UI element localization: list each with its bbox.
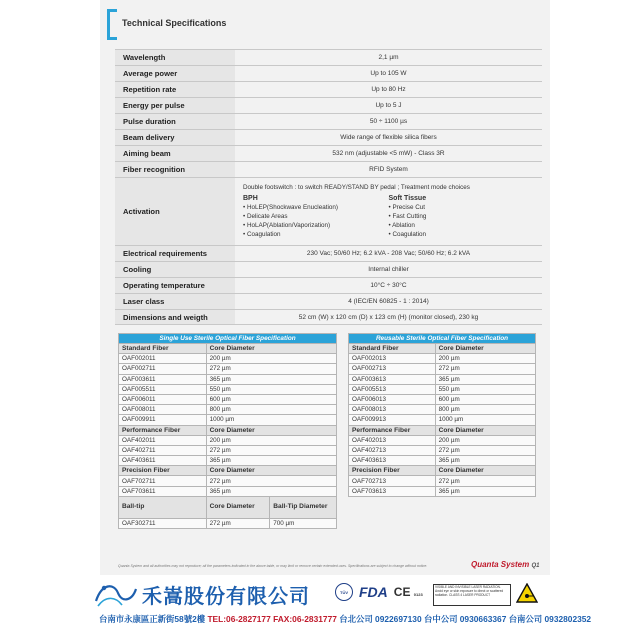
table-row — [119, 384, 337, 394]
spec-value: Up to 80 Hz — [371, 86, 406, 93]
table-row — [119, 435, 337, 445]
part-number: OAF006013 — [349, 394, 436, 404]
spec-row — [115, 245, 542, 261]
core-diameter: 272 µm — [206, 518, 270, 528]
core-diameter: 272 µm — [435, 364, 535, 374]
soft-tissue-item: • Fast Cutting — [388, 213, 427, 221]
spec-value: Up to 5 J — [375, 102, 402, 109]
taichung-office: 台中公司 0930663367 — [423, 614, 507, 624]
spec-value: 4 (IEC/EN 60825 - 1 : 2014) — [348, 298, 429, 305]
group-header: Standard Fiber — [349, 344, 436, 354]
spec-value: RFID System — [369, 166, 408, 173]
table-row — [349, 364, 536, 374]
bph-title: BPH — [243, 194, 258, 202]
column-header: Core Diameter — [206, 496, 270, 518]
table-row — [349, 394, 536, 404]
spec-row-activation — [115, 177, 542, 245]
spec-row — [115, 145, 542, 161]
spec-value: 50 ÷ 1100 µs — [369, 118, 408, 125]
column-header: Core Diameter — [435, 466, 535, 476]
spec-label: Activation — [115, 178, 235, 245]
contact-line — [99, 613, 591, 625]
tel: TEL:06-2827177 — [207, 614, 271, 624]
single-use-fiber-table — [118, 333, 337, 529]
group-header: Precision Fiber — [119, 466, 207, 476]
part-number: OAF402011 — [119, 435, 207, 445]
table-row — [349, 445, 536, 455]
part-number: OAF003611 — [119, 374, 207, 384]
part-number: OAF703611 — [119, 486, 207, 496]
bph-column — [243, 195, 389, 240]
tainan-office: 台南公司 0932802352 — [508, 614, 592, 624]
core-diameter: 200 µm — [206, 354, 336, 364]
core-diameter: 272 µm — [435, 445, 535, 455]
table-row — [349, 476, 536, 486]
ball-tip-diameter: 700 µm — [270, 518, 337, 528]
brand-logo — [471, 560, 540, 569]
core-diameter: 200 µm — [206, 435, 336, 445]
table-row — [119, 456, 337, 466]
part-number: OAF005511 — [119, 384, 207, 394]
footnote: Quanta System and all authorities may not reproduce; all the parameters indicated in the above table, or may limit or remove certain extended uses. Specifications are subject to change without notice. — [118, 564, 428, 568]
fda-logo: FDA — [359, 584, 388, 600]
part-number: OAF402713 — [349, 445, 436, 455]
table-row — [349, 456, 536, 466]
brand-suffix: Q1 — [531, 563, 540, 569]
group-header: Precision Fiber — [349, 466, 436, 476]
part-number: OAF002713 — [349, 364, 436, 374]
group-header: Performance Fiber — [349, 425, 436, 435]
ce-mark — [394, 585, 423, 599]
core-diameter: 272 µm — [206, 476, 336, 486]
column-header: Core Diameter — [435, 425, 535, 435]
core-diameter: 200 µm — [435, 354, 535, 364]
core-diameter: 200 µm — [435, 435, 535, 445]
table-caption: Reusable Sterile Optical Fiber Specification — [349, 334, 536, 344]
core-diameter: 1000 µm — [435, 415, 535, 425]
bph-item: • HoLEP(Shockwave Enucleation) — [243, 204, 338, 212]
spec-label: Fiber recognition — [115, 162, 235, 177]
bph-item: • Coagulation — [243, 230, 281, 238]
part-number: OAF402711 — [119, 445, 207, 455]
spec-value: 52 cm (W) x 120 cm (D) x 123 cm (H) (monitor closed), 230 kg — [298, 313, 479, 321]
table-row — [349, 415, 536, 425]
spec-label: Wavelength — [115, 50, 235, 65]
core-diameter: 1000 µm — [206, 415, 336, 425]
table-row — [119, 445, 337, 455]
part-number: OAF006011 — [119, 394, 207, 404]
core-diameter: 600 µm — [435, 394, 535, 404]
part-number: OAF702711 — [119, 476, 207, 486]
spec-row — [115, 49, 542, 65]
table-row — [349, 435, 536, 445]
spec-value: Up to 105 W — [370, 70, 407, 77]
spec-row — [115, 161, 542, 177]
part-number: OAF302711 — [119, 518, 207, 528]
soft-tissue-item: • Ablation — [388, 221, 415, 229]
spec-row — [115, 293, 542, 309]
spec-row — [115, 277, 542, 293]
activation-line: Double footswitch : to switch READY/STAND BY pedal ; Treatment mode choices — [243, 183, 470, 191]
part-number: OAF403613 — [349, 456, 436, 466]
column-header: Core Diameter — [206, 466, 336, 476]
spec-label: Pulse duration — [115, 114, 235, 129]
part-number: OAF702713 — [349, 476, 436, 486]
ce-code: 0123 — [413, 592, 423, 597]
spec-value: Internal chiller — [368, 266, 409, 273]
spec-value: 2,1 µm — [378, 54, 399, 61]
part-number: OAF009911 — [119, 415, 207, 425]
company-logo-icon — [92, 579, 138, 609]
table-row — [119, 394, 337, 404]
section-heading — [107, 9, 237, 40]
core-diameter: 800 µm — [206, 405, 336, 415]
spec-label: Operating temperature — [115, 278, 235, 293]
group-header: Performance Fiber — [119, 425, 207, 435]
activation-details — [235, 180, 542, 244]
heading-title: Technical Specifications — [122, 18, 227, 28]
soft-tissue-column — [389, 195, 535, 240]
core-diameter: 365 µm — [435, 486, 535, 496]
spec-row — [115, 97, 542, 113]
bph-item: • HoLAP(Ablation/Vaporization) — [243, 221, 331, 229]
soft-tissue-title: Soft Tissue — [388, 194, 427, 202]
spec-value: 230 Vac; 50/60 Hz; 6.2 kVA - 208 Vac; 50/60 Hz; 6.2 kVA — [306, 250, 471, 257]
core-diameter: 365 µm — [435, 374, 535, 384]
part-number: OAF008013 — [349, 405, 436, 415]
core-diameter: 365 µm — [206, 456, 336, 466]
table-row — [349, 405, 536, 415]
part-number: OAF005513 — [349, 384, 436, 394]
company-logo — [92, 577, 332, 609]
spec-row — [115, 65, 542, 81]
core-diameter: 365 µm — [435, 456, 535, 466]
part-number: OAF703613 — [349, 486, 436, 496]
ce-label: CE — [393, 585, 411, 599]
spec-label: Repetition rate — [115, 82, 235, 97]
column-header: Core Diameter — [435, 344, 535, 354]
table-row — [119, 354, 337, 364]
spec-label: Average power — [115, 66, 235, 81]
certification-logos — [335, 583, 423, 601]
table-row — [119, 374, 337, 384]
table-row — [349, 486, 536, 496]
group-header: Ball-tip — [119, 496, 207, 518]
part-number: OAF009913 — [349, 415, 436, 425]
table-row — [119, 415, 337, 425]
part-number: OAF002011 — [119, 354, 207, 364]
soft-tissue-item: • Coagulation — [388, 230, 427, 238]
core-diameter: 272 µm — [206, 364, 336, 374]
column-header: Core Diameter — [206, 344, 336, 354]
spec-table — [115, 49, 542, 325]
table-row — [119, 486, 337, 496]
core-diameter: 600 µm — [206, 394, 336, 404]
table-caption: Single Use Sterile Optical Fiber Specification — [119, 334, 337, 344]
table-row — [119, 364, 337, 374]
core-diameter: 272 µm — [206, 445, 336, 455]
spec-value: Wide range of flexible silica fibers — [340, 134, 437, 141]
tuv-logo: TÜV — [335, 583, 353, 601]
table-row — [119, 518, 337, 528]
reusable-fiber-table — [348, 333, 536, 497]
core-diameter: 550 µm — [206, 384, 336, 394]
company-name: 禾嵩股份有限公司 — [142, 584, 310, 608]
part-number: OAF008011 — [119, 405, 207, 415]
core-diameter: 550 µm — [435, 384, 535, 394]
spec-row — [115, 113, 542, 129]
spec-row — [115, 261, 542, 277]
spec-row — [115, 81, 542, 97]
spec-label: Aiming beam — [115, 146, 235, 161]
core-diameter: 800 µm — [435, 405, 535, 415]
spec-row — [115, 309, 542, 325]
core-diameter: 365 µm — [206, 486, 336, 496]
part-number: OAF402013 — [349, 435, 436, 445]
spec-row — [115, 129, 542, 145]
taipei-office: 台北公司 0922697130 — [339, 614, 422, 624]
column-header: Ball-Tip Diameter — [270, 496, 337, 518]
spec-value: 10°C ÷ 30°C — [370, 282, 407, 289]
spec-label: Cooling — [115, 262, 235, 277]
spec-label: Electrical requirements — [115, 246, 235, 261]
table-row — [349, 374, 536, 384]
address: 台南市永康區正新街58號2樓 — [99, 614, 206, 624]
table-row — [119, 405, 337, 415]
part-number: OAF002711 — [119, 364, 207, 374]
fax: FAX:06-2831777 — [273, 614, 337, 624]
spec-label: Beam delivery — [115, 130, 235, 145]
part-number: OAF003613 — [349, 374, 436, 384]
spec-label: Dimensions and weigth — [115, 310, 235, 324]
spec-label: Energy per pulse — [115, 98, 235, 113]
part-number: OAF403611 — [119, 456, 207, 466]
spec-label: Laser class — [115, 294, 235, 309]
laser-warning-label: VISIBLE AND INVISIBLE LASER RADIATION. Avoid eye or skin exposure to direct or scattered radiation. CLASS 4 LASER PRODUCT — [433, 584, 511, 606]
column-header: Core Diameter — [206, 425, 336, 435]
heading-bracket — [107, 9, 117, 40]
table-row — [119, 476, 337, 486]
part-number: OAF002013 — [349, 354, 436, 364]
brand-name: Quanta System — [471, 560, 530, 569]
core-diameter: 272 µm — [435, 476, 535, 486]
spec-value: 532 nm (adjustable <5 mW) - Class 3R — [332, 150, 445, 157]
table-row — [349, 354, 536, 364]
soft-tissue-item: • Precise Cut — [388, 204, 425, 212]
table-row — [349, 384, 536, 394]
group-header: Standard Fiber — [119, 344, 207, 354]
core-diameter: 365 µm — [206, 374, 336, 384]
bph-item: • Delicate Areas — [243, 213, 288, 221]
laser-hazard-icon — [516, 583, 538, 603]
